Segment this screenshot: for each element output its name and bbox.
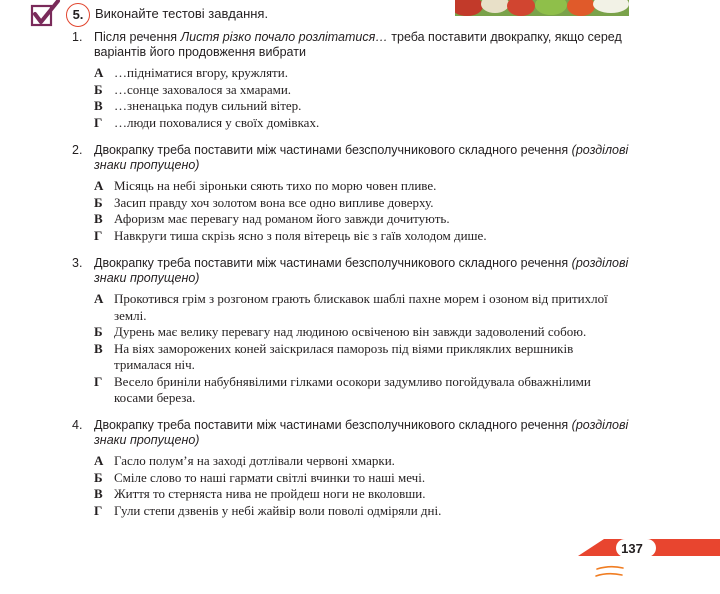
question-3 <box>72 256 632 407</box>
answer-option[interactable] <box>94 178 632 195</box>
option-letter: А <box>94 453 104 468</box>
answer-option[interactable] <box>94 341 632 374</box>
option-text: …підніматися вгору, кружляти. <box>114 65 288 80</box>
page-number: 137 <box>621 541 643 556</box>
option-text: …зненацька подув сильний вітер. <box>114 98 302 113</box>
option-text: Навкруги тиша скрізь ясно з поля вітерець віє з гаїв холодом дише. <box>114 227 487 243</box>
option-letter: Г <box>94 114 103 130</box>
vegetables-image <box>455 0 629 16</box>
option-text: …люди поховалися у своїх домівках. <box>114 114 320 130</box>
option-text: Місяць на небі зіроньки сяють тихо по морю човен пливе. <box>114 178 437 193</box>
option-letter: В <box>94 340 103 356</box>
option-letter: Б <box>94 324 103 339</box>
answer-option[interactable] <box>94 470 632 487</box>
question-2 <box>72 143 632 244</box>
option-letter: Г <box>94 227 103 243</box>
question-number: 2. <box>72 143 83 157</box>
option-text: На віях заморожених коней заіскрилася паморозь під віями прикляклих вершників трималася ніч. <box>114 340 574 372</box>
option-text: …сонце заховалося за хмарами. <box>114 81 292 97</box>
option-text: Гули степи дзвенів у небі жайвір воли поволі одміряли дні. <box>114 502 442 518</box>
answer-option[interactable] <box>94 486 632 503</box>
question-4 <box>72 418 632 519</box>
option-letter: Б <box>94 81 103 97</box>
option-text: Засип правду хоч золотом вона все одно випливе доверху. <box>114 194 434 210</box>
option-letter: В <box>94 98 103 113</box>
question-number: 3. <box>72 256 83 270</box>
answer-option[interactable] <box>94 98 632 115</box>
checkmark-icon <box>30 0 64 28</box>
option-letter: Б <box>94 194 103 210</box>
task-number-badge: 5. <box>66 3 90 27</box>
answer-option[interactable] <box>94 228 632 245</box>
option-text: Життя то стерняста нива не пройдеш ноги не вколовши. <box>114 486 426 501</box>
answer-option[interactable] <box>94 211 632 228</box>
question-text: Двокрапку треба поставити між частинами безсполучникового складного речення (розділові знаки пропущено) <box>94 418 629 447</box>
question-number: 1. <box>72 30 83 44</box>
option-letter: А <box>94 178 104 193</box>
answer-option[interactable] <box>94 82 632 99</box>
answer-option[interactable] <box>94 503 632 520</box>
answer-option[interactable] <box>94 65 632 82</box>
question-text: Двокрапку треба поставити між частинами безсполучникового складного речення (розділові знаки пропущено) <box>94 256 629 285</box>
answer-option[interactable] <box>94 374 632 407</box>
option-letter: Г <box>94 373 103 389</box>
answer-option[interactable] <box>94 453 632 470</box>
task-title: Виконайте тестові завдання. <box>95 6 269 21</box>
option-letter: А <box>94 291 104 306</box>
option-letter: В <box>94 486 103 501</box>
option-letter: А <box>94 65 104 80</box>
option-letter: Г <box>94 502 103 518</box>
answer-option[interactable] <box>94 291 632 324</box>
answer-option[interactable] <box>94 324 632 341</box>
scribble-mark <box>594 564 626 580</box>
option-text: Афоризм має перевагу над романом його завжди дочитують. <box>114 211 450 226</box>
option-text: Прокотився грім з розгоном грають блискавок шаблі пахне морем і озоном від притихлої землі. <box>114 291 608 323</box>
question-number: 4. <box>72 418 83 432</box>
answer-option[interactable] <box>94 195 632 212</box>
option-text: Гасло полум’я на заході дотлівали червоні хмарки. <box>114 453 395 468</box>
answer-option[interactable] <box>94 115 632 132</box>
answer-options <box>72 65 632 131</box>
option-text: Весело бриніли набубнявілими гілками осокори задумливо погойдувала обважнілими косами береза. <box>114 373 591 405</box>
option-letter: Б <box>94 469 103 485</box>
answer-options <box>72 178 632 244</box>
option-text: Дурень має велику перевагу над людиною освіченою він завжди задоволений собою. <box>114 324 587 339</box>
option-letter: В <box>94 211 103 226</box>
answer-options <box>72 291 632 407</box>
answer-options <box>72 453 632 519</box>
question-text: Після речення Листя різко почало розлітатися… треба поставити двокрапку, якщо серед варіантів його продовження вибрати <box>94 30 622 59</box>
question-1 <box>72 30 632 131</box>
question-text: Двокрапку треба поставити між частинами безсполучникового складного речення (розділові знаки пропущено) <box>94 143 629 172</box>
option-text: Сміле слово то наші гармати світлі вчинки то наші мечі. <box>114 469 426 485</box>
